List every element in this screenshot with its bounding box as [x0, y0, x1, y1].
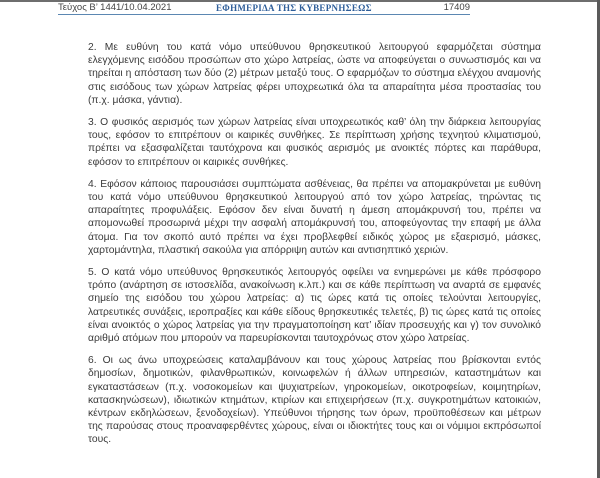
paragraph-4: 4. Εφόσον κάποιος παρουσιάσει συμπτώματα ασθένειας, θα πρέπει να απομακρύνεται με ευθύνη του κατά νόμο υπεύθυνου θρησκευτικού λειτουργού από τον χώρο λατρείας, τηρώντας τις απαραίτητες προφυλάξεις. Εφόσον δεν είναι δυνατή η άμεση απομάκρυνσή του, πρέπει να απομονωθεί προσωρινά μέχρι την ασφαλή απομάκρυνσή του, αποφεύγοντας την επαφή με άλλα άτομα. Για τον σκοπό αυτό πρέπει να έχει προβλεφθεί ειδικός χώρος με εξαερισμό, μάσκες, χαρτομάντηλα, πλαστική σακούλα για απόρριψη αυτών και αντισηπτικό χεριών.: [88, 178, 541, 256]
paragraph-5: 5. Ο κατά νόμο υπεύθυνος θρησκευτικός λειτουργός οφείλει να ενημερώνει με κάθε πρόσφορο τρόπο (ανάρτηση σε ιστοσελίδα, ανακοίνωση κ.λπ.) και σε κάθε περίπτωση να αναρτά σε εμφανές σημείο της εισόδου του χώρου λατρείας: α) τις ώρες κατά τις οποίες τελούνται λειτουργίες, λατρευτικές συνάξεις, ιεροπραξίες και κάθε είδους θρησκευτικές τελετές, β) τις ώρες κατά τις οποίες είναι ανοικτός ο χώρος λατρείας για την πραγματοποίηση κατ’ ιδίαν προσευχής και γ) τον συνολικό αριθμό ατόμων που μπορούν να παρευρίσκονται ταυτοχρόνως στον χώρο λατρείας.: [88, 267, 541, 345]
page-header: [58, 2, 470, 15]
document-body: [88, 41, 541, 456]
paragraph-2: 2. Με ευθύνη του κατά νόμο υπεύθυνου θρησκευτικού λειτουργού εφαρμόζεται σύστημα ελεγχόμενης εισόδου προσώπων στο χώρο λατρείας, ώστε να αποφεύγεται ο συνωστισμός και να τηρείται η απόσταση των δύο (2) μέτρων μεταξύ τους. Ο εφαρμόζων το σύστημα ελέγχου αναμονής στις εισόδους των χώρων λατρείας φέρει υποχρεωτικά όλα τα απαραίτητα μέσα προστασίας του (π.χ. μάσκα, γάντια).: [88, 42, 541, 106]
paragraph-6: 6. Οι ως άνω υποχρεώσεις καταλαμβάνουν και τους χώρους λατρείας που βρίσκονται εντός δημοσίων, δημοτικών, φιλανθρωπικών, κοινωφελών ή άλλων υπηρεσιών, καταστημάτων και εγκαταστάσεων (π.χ. νοσοκομείων και ψυχιατρείων, γηροκομείων, οικοτροφείων, κοιμητηρίων, κατασκηνώσεων), ιδιωτικών κτημάτων, κτιρίων και επιχειρήσεων (π.χ. συγκροτημάτων κατοικιών, κέντρων εκδηλώσεων, ξενοδοχείων). Υπεύθυνοι τήρησης των όρων, προϋποθέσεων και μέτρων της παρούσας στους προαναφερθέντες χώρους, είναι οι ιδιοκτήτες τους και οι νόμιμοι εκπρόσωποί τους.: [88, 355, 541, 446]
issue-reference: Τεύχος Β’ 1441/10.04.2021: [58, 2, 172, 13]
gazette-title: ΕΦΗΜΕΡΙΔΑ ΤΗΣ ΚΥΒΕΡΝΗΣΕΩΣ: [216, 3, 372, 13]
paragraph-3: 3. Ο φυσικός αερισμός των χώρων λατρείας είναι υποχρεωτικός καθ’ όλη την διάρκεια λειτουργίας τους, εφόσον το επιτρέπουν οι καιρικές συνθήκες. Σε περίπτωση χρήσης τεχνητού κλιματισμού, πρέπει να εξασφαλίζεται ταυτόχρονα και φυσικός αερισμός με ανοικτές πόρτες και παράθυρα, εφόσον το επιτρέπουν οι καιρικές συνθήκες.: [88, 117, 541, 168]
page-number: 17409: [443, 2, 470, 13]
